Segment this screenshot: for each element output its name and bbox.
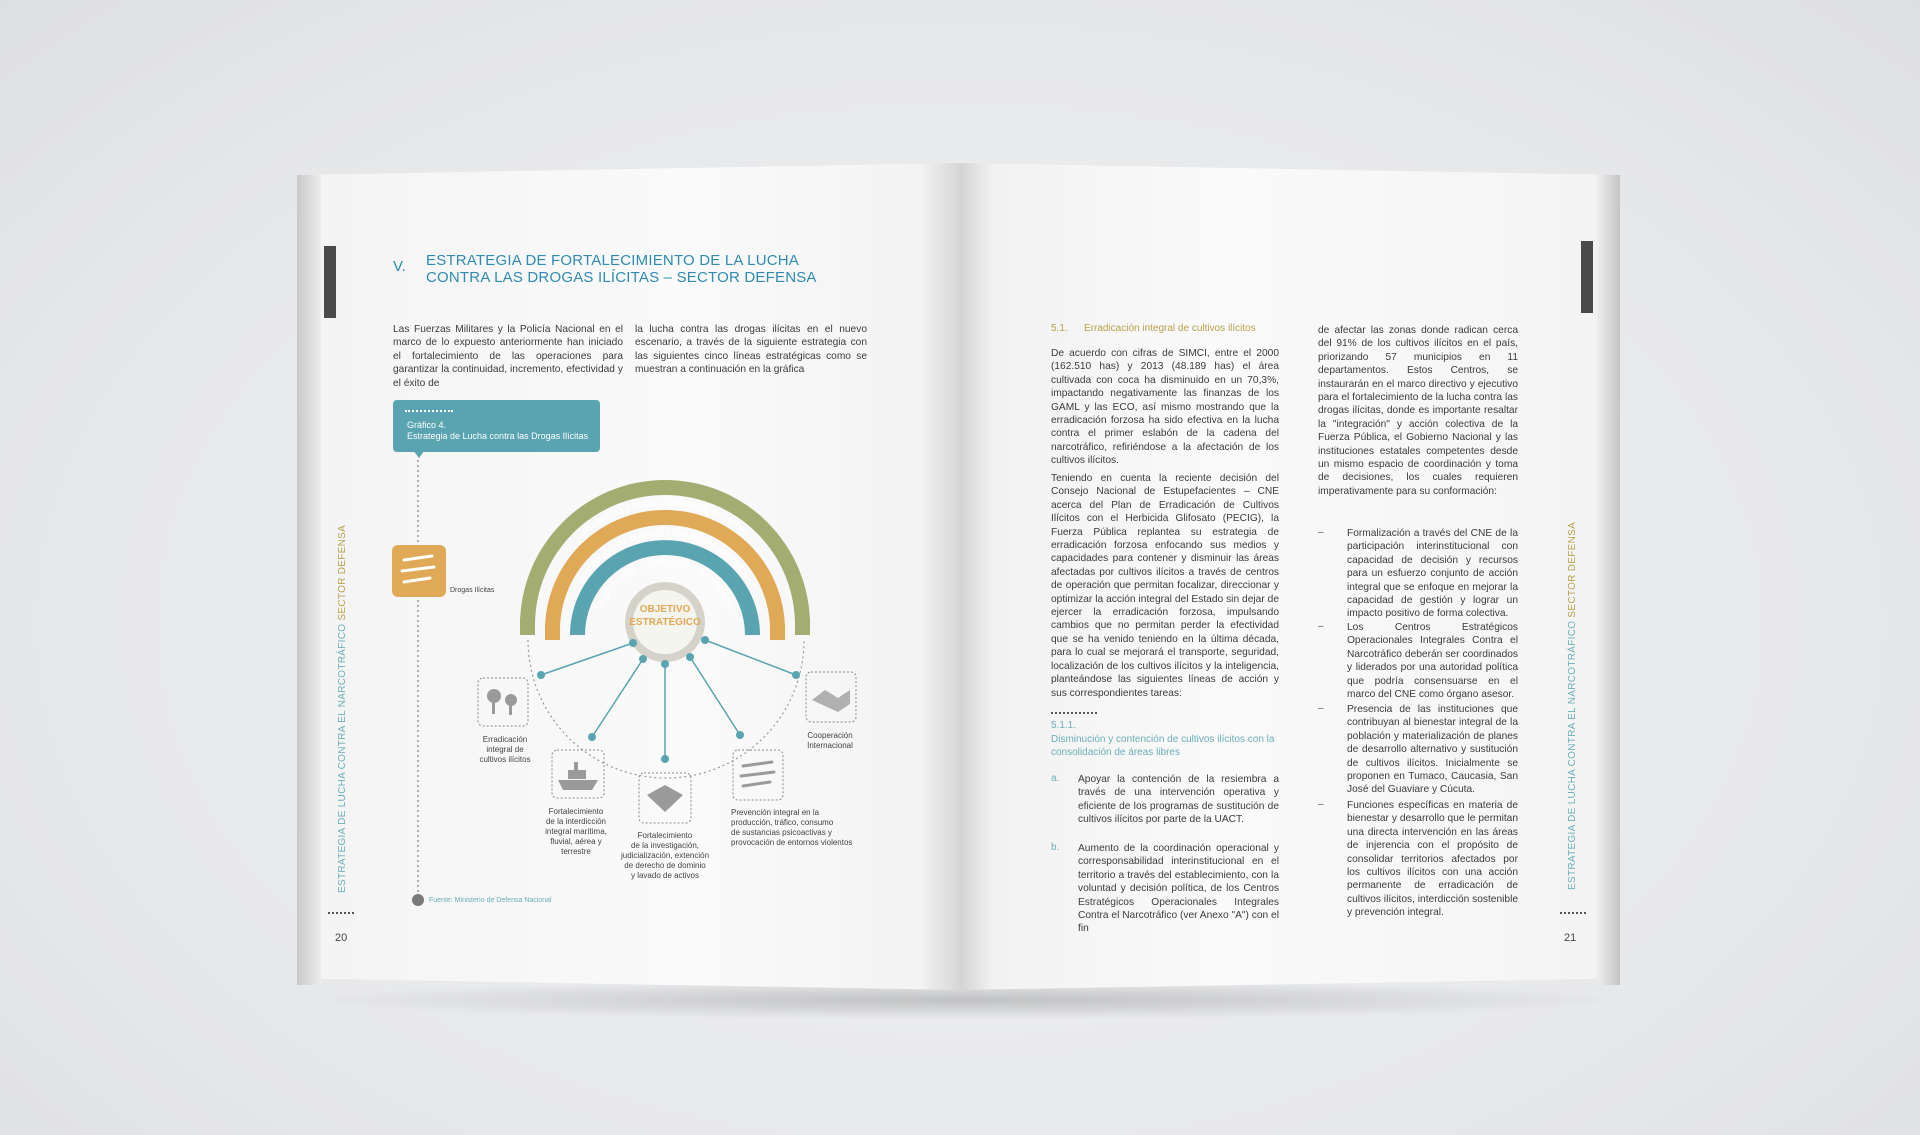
label-investigacion: Fortalecimiento de la investigación, judicialización, extención de derecho de dominio y lavado de activos — [620, 831, 710, 880]
figure-label: Gráfico 4. — [407, 420, 447, 430]
subsection-number: 5.1. — [1051, 323, 1068, 334]
right-page-tab-marker — [1581, 241, 1593, 313]
right-column-2-paragraph: de afectar las zonas donde radican cerca del 91% de los cultivos ilícitos en el país, priorizando 57 municipios en 11 departamentos. Estos Centros, se instaurarán en el marco directivo y ejecutivo para el fortalecimiento de la lucha contra las drogas ilícitas, donde es importante resaltar la "integración" y acción colectiva de la Fuerza Pública, el Gobierno Nacional y las instituciones estatales competentes desde un mismo espacio de coordinación y toma de decisiones, los cuales requieren imperativamente para su conformación: — [1318, 325, 1518, 497]
subsection-title: Erradicación integral de cultivos ilícitos — [1084, 323, 1256, 334]
left-page-dots — [328, 912, 354, 914]
label-cooperacion: Cooperación Internacional — [807, 731, 853, 750]
tree-icon — [487, 689, 517, 715]
right-page-number: 21 — [1564, 932, 1577, 944]
arc-middle-base-right — [770, 624, 785, 640]
caption-dots — [405, 410, 453, 412]
bullet-3-text: Presencia de las instituciones que contribuyan al bienestar integral de la población y materialización de planes de desarrollo alternativo y sustitución de cultivos ilícitos. Inicialmente se proponen en Tumaco, Caucasia, San José del Guaviare y Cúcuta. — [1347, 704, 1518, 796]
right-paragraph-2: Teniendo en cuenta la reciente decisión del Consejo Nacional de Estupefacientes – CNE acerca del Plan de Erradicación de Cultivos Ilícitos con el Herbicida Glifosato (PECIG), la Fuerza Pública replantea su estrategia de erradicación forzosa enfocando sus medios y capacidades para contener y disminuir las áreas afectadas por cultivos ilícitos a través de centros de operación que permitan focalizar, direccionar y optimizar la acción integral del Estado sin dejar de ejercer la erradicación forzosa, impulsando cambios que no permitan perder la efectividad que se ha venido teniendo en la última década, para lo cual se mejorará el transporte, seguridad, localización de los cultivos ilícitos y la inteligencia, planteándose las siguientes líneas de acción y sus correspondientes tareas: — [1051, 473, 1279, 699]
right-paragraph-1: De acuerdo con cifras de SIMCI, entre el 2000 (162.510 has) y 2013 (48.189 has) el área cultivada con coca ha disminuido en un 70,3%, impactando negativamente las finanzas de los GAML y las ECO, así mismo mostrando que la erradicación forzosa ha sido efectiva en la lucha contra el primer eslabón de la cadena del narcotráfico, refiriéndose a la afectación de los cultivos ilícitos. — [1051, 348, 1279, 467]
bullet-2-dash: – — [1318, 621, 1324, 632]
arc-middle-label: Sustitución de cultivos y desarrollo alternativo — [575, 526, 755, 587]
figure-caption: Estrategia de Lucha contra las Drogas Ilícitas — [407, 431, 589, 441]
sub-subsection-title: Disminución y contención de cultivos ilícitos con la consolidación de áreas libres — [1051, 734, 1275, 758]
figure-source: Fuente: Ministerio de Defensa Nacional — [429, 897, 552, 904]
left-running-head: ESTRATEGIA DE LUCHA CONTRA EL NARCOTRÁFICO SECTOR DEFENSA — [337, 524, 348, 893]
item-a-marker: a. — [1051, 773, 1060, 784]
section-number: V. — [393, 258, 406, 275]
figure-caption-box — [393, 400, 600, 452]
left-page-edge — [297, 175, 321, 985]
bullet-4-text: Funciones específicas en materia de bienestar y desarrollo que le permitan una directa intervención en las áreas de injerencia con el propósito de consolidar territorios afectados por los cultivos ilícitos con una acción permanente de erradicación de cultivos ilícitos, interdicción sostenible y prevención integral. — [1347, 800, 1518, 919]
arc-outer-label: Presencia estatal y desarrollo territorial — [580, 496, 750, 538]
label-erradicacion: Erradicación integral de cultivos ilícitos — [479, 735, 531, 764]
left-page-number: 20 — [335, 932, 348, 944]
right-running-head: ESTRATEGIA DE LUCHA CONTRA EL NARCOTRÁFICO SECTOR DEFENSA — [1567, 521, 1578, 890]
ship-icon — [558, 762, 598, 790]
sub-subsection-number: 5.1.1. — [1051, 720, 1077, 731]
arc-outer-base-left — [520, 618, 535, 635]
core-line1: OBJETIVO — [639, 604, 691, 615]
prevention-drugs-icon — [741, 762, 774, 786]
bullet-1-dash: – — [1318, 527, 1324, 538]
right-page-dots — [1560, 912, 1586, 914]
book-icon — [647, 785, 683, 812]
section-title-line1: ESTRATEGIA DE FORTALECIMIENTO DE LA LUCHA — [426, 252, 800, 269]
core-line2: ESTRATÉGICO — [629, 617, 701, 628]
intro-column-1: Las Fuerzas Militares y la Policía Nacional en el marco de lo expuesto anteriormente han iniciado el fortalecimiento de las operaciones para garantizar la continuidad, incremento, efectividad y el éxito de — [393, 324, 623, 389]
erradication-icon-frame — [478, 678, 528, 726]
arc-outer-base-right — [795, 618, 810, 635]
timeline-end-dot — [412, 894, 424, 906]
label-interdiccion: Fortalecimiento de la interdicción integral marítima, fluvial, aérea y terrestre — [545, 807, 607, 856]
bullet-4-dash: – — [1318, 799, 1324, 810]
subsection-dots — [1051, 712, 1097, 714]
bullet-3-dash: – — [1318, 703, 1324, 714]
handshake-icon — [812, 690, 850, 712]
item-a-text: Apoyar la contención de la resiembra a través de una intervención operativa y eficiente de los programas de sustitución de cultivos ilícitos por parte de la UACT. — [1078, 774, 1279, 826]
right-page-edge — [1598, 175, 1620, 985]
drugs-label: Drogas Ilícitas — [450, 587, 495, 594]
bullet-2-text: Los Centros Estratégicos Operacionales Integrales Contra el Narcotráfico deberán ser coordinados y liderados por una autoridad política que podría consensuarse en el marco del CNE como órgano asesor. — [1347, 622, 1518, 701]
label-prevencion: Prevención integral en la producción, tráfico, consumo de sustancias psicoactivas y provocación de entornos violentos — [731, 808, 853, 847]
bullet-1-text: Formalización a través del CNE de la participación interinstitucional con capacidad de decisión y recursos para un esfuerzo conjunto de acción integral que se enfoque en mejorar la capacidad de gestión y lograr un impacto positivo de forma colectiva. — [1347, 528, 1518, 620]
arc-inner-label: Seguimiento y evaluación del impacto — [593, 556, 737, 613]
section-title-line2: CONTRA LAS DROGAS ILÍCITAS – SECTOR DEFENSA — [426, 269, 817, 286]
item-b-text: Aumento de la coordinación operacional y corresponsabilidad interinstitucional en el territorio a través del establecimiento, con la voluntad y decisión política, de los Centros Estratégicos Operacionales Integrales Contra el Narcotráfico (ver Anexo "A") con el fin — [1078, 843, 1279, 935]
item-b-marker: b. — [1051, 842, 1060, 853]
drugs-icon-box — [392, 545, 446, 597]
arc-middle-base-left — [545, 624, 560, 640]
left-page-tab-marker — [324, 246, 336, 318]
intro-column-2: la lucha contra las drogas ilícitas en el nuevo escenario, a través de la siguiente estrategia con las siguientes cinco líneas estratégicas como se muestran a continuación en la gráfica — [635, 324, 867, 376]
